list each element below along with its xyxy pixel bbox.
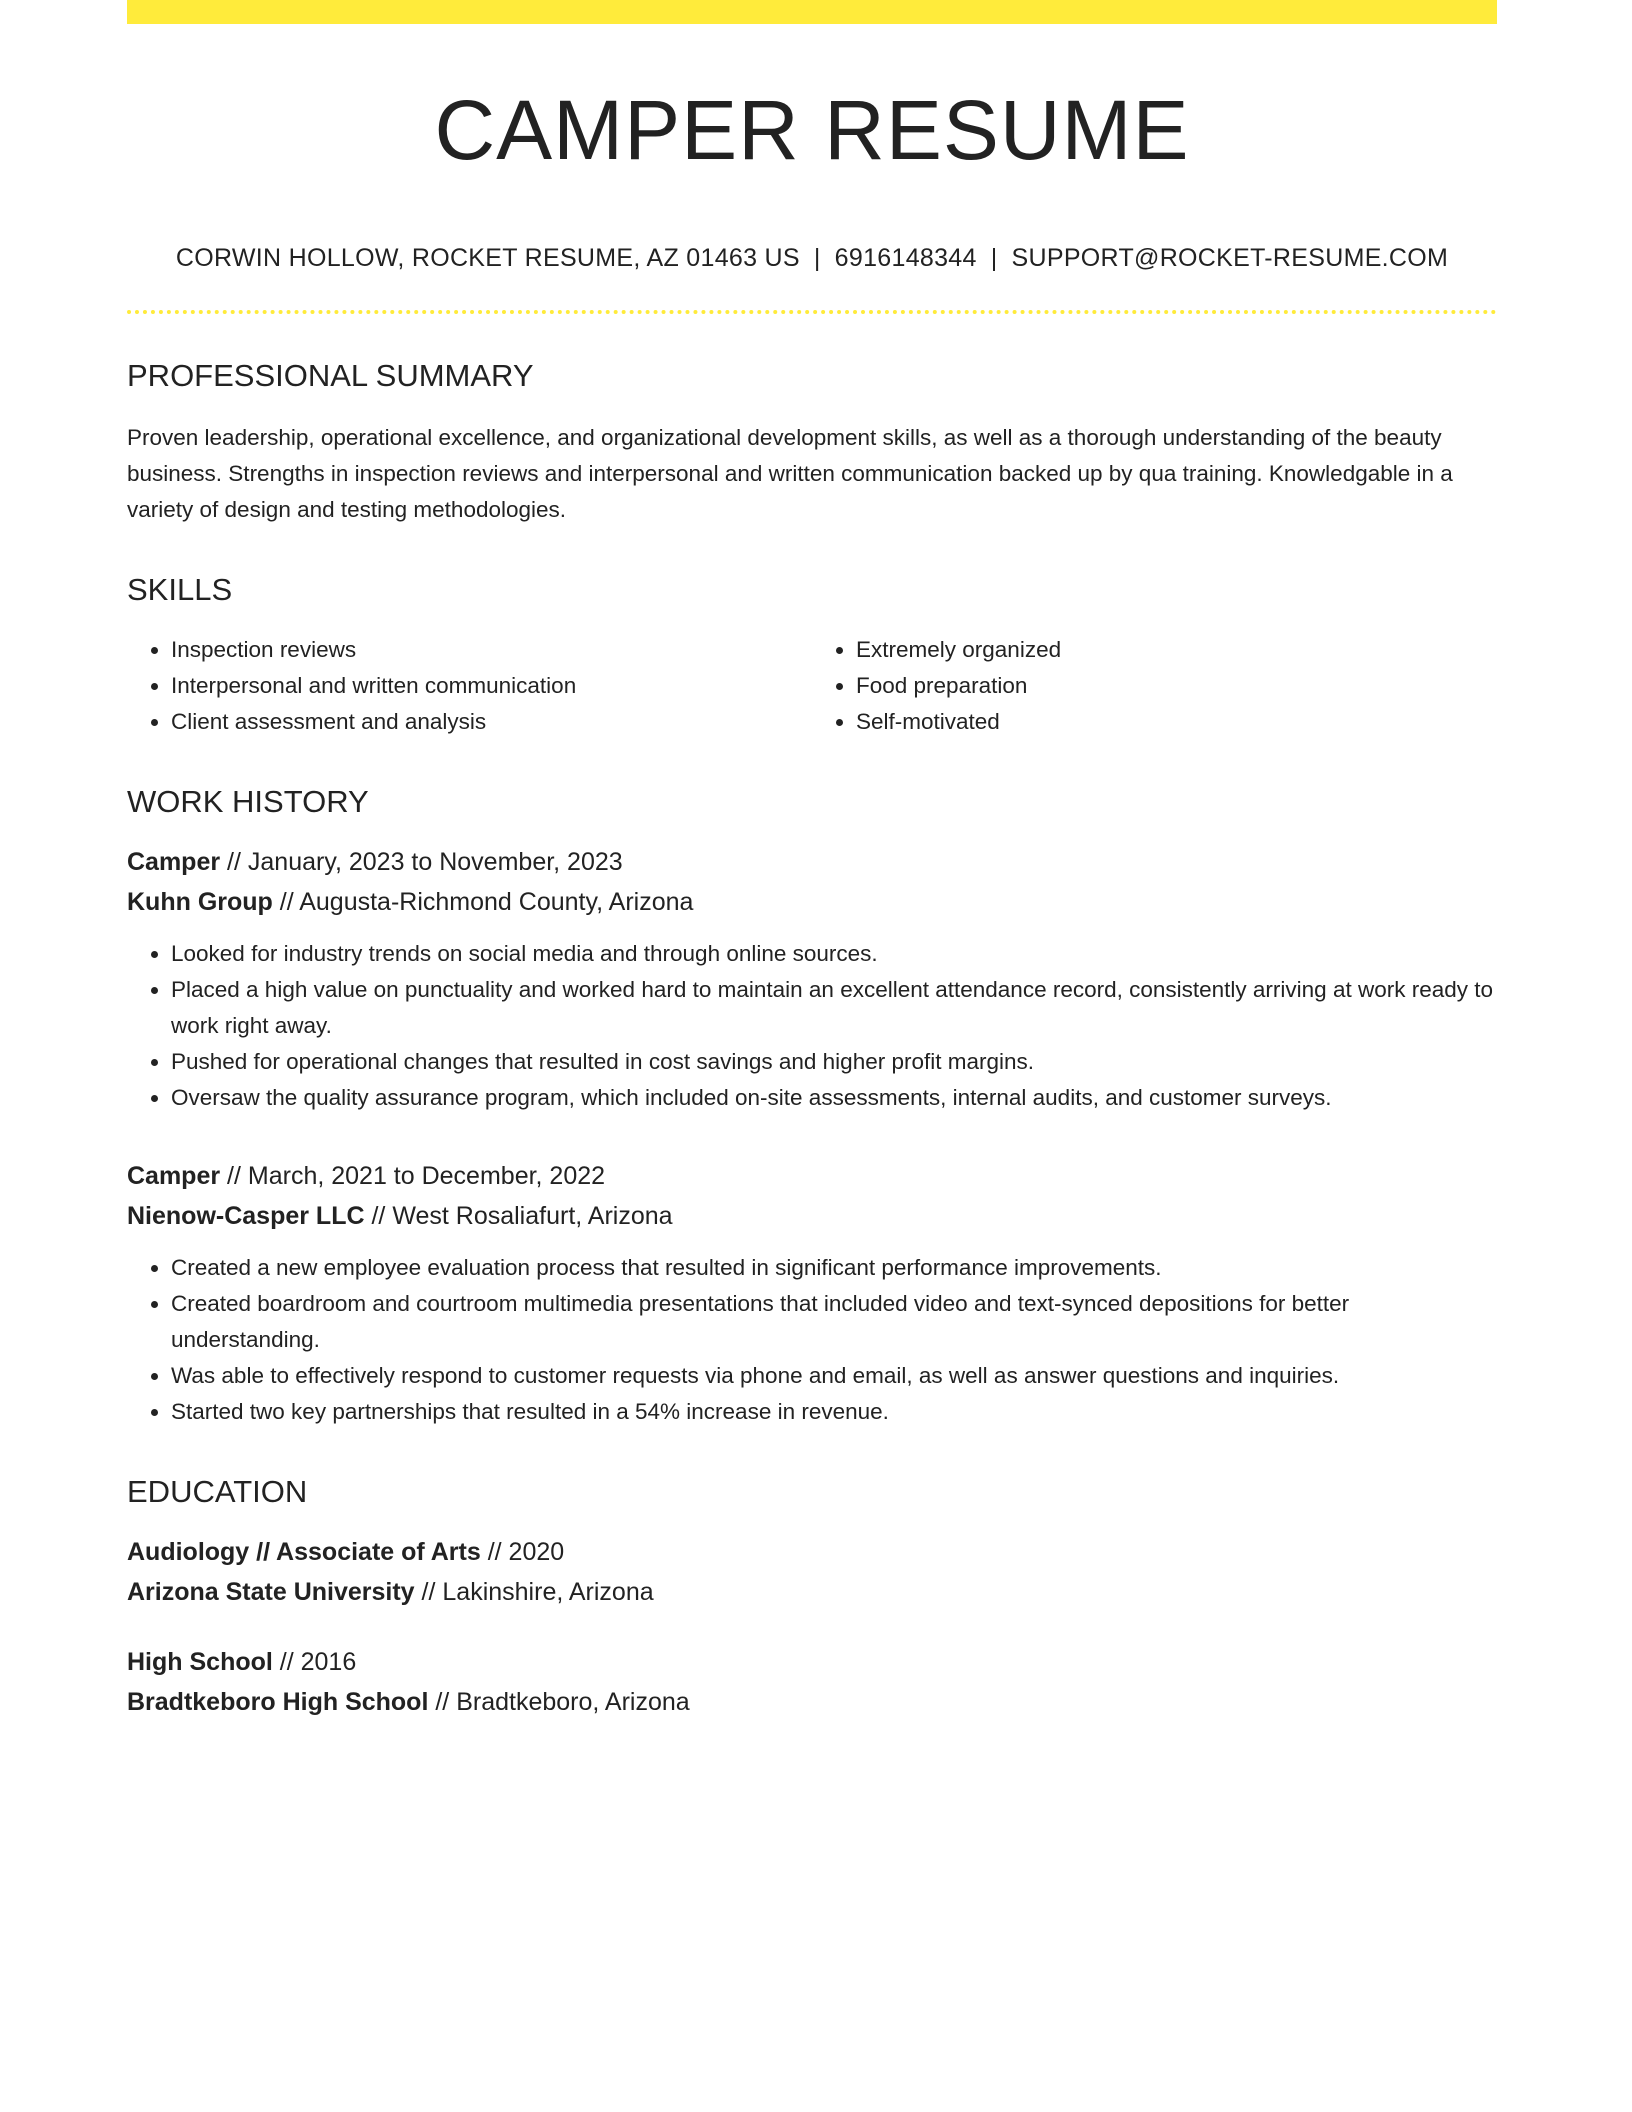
contact-phone: 6916148344 bbox=[834, 244, 977, 272]
header-divider bbox=[127, 310, 1497, 314]
education-entry bbox=[127, 1642, 1497, 1722]
job-separator: // bbox=[220, 1162, 248, 1190]
education-separator: // bbox=[414, 1578, 443, 1606]
skill-item: • Client assessment and analysis bbox=[171, 704, 812, 740]
education-separator: // bbox=[480, 1538, 509, 1566]
education-school: Arizona State University bbox=[127, 1578, 415, 1606]
contact-separator: | bbox=[990, 244, 998, 272]
job-entry bbox=[127, 842, 1497, 1116]
education-entry bbox=[127, 1532, 1497, 1612]
education-degree-line bbox=[127, 1642, 1497, 1682]
education-heading: EDUCATION bbox=[127, 1474, 308, 1509]
job-title-line bbox=[127, 1156, 1497, 1196]
job-separator: // bbox=[364, 1202, 393, 1230]
job-location: West Rosaliafurt, Arizona bbox=[392, 1202, 673, 1230]
job-bullet: • Was able to effectively respond to customer requests via phone and email, as well as answer questions and inquiries. bbox=[171, 1358, 1497, 1394]
job-dates: January, 2023 to November, 2023 bbox=[247, 848, 623, 876]
skills-heading: SKILLS bbox=[127, 572, 233, 607]
skill-item: • Inspection reviews bbox=[171, 632, 812, 668]
education-degree: High School bbox=[127, 1648, 273, 1676]
summary-heading: PROFESSIONAL SUMMARY bbox=[127, 358, 534, 393]
education-separator: // bbox=[272, 1648, 301, 1676]
job-company-line bbox=[127, 1196, 1497, 1236]
job-bullet: • Placed a high value on punctuality and worked hard to maintain an excellent attendance record, consistently arriving at work ready to work right away. bbox=[171, 972, 1497, 1044]
contact-address: CORWIN HOLLOW, ROCKET RESUME, AZ 01463 US bbox=[175, 244, 800, 272]
skill-item: • Extremely organized bbox=[856, 632, 1497, 668]
summary-text: Proven leadership, operational excellence, and organizational development skills, as well as a thorough understanding of the beauty business. Strengths in inspection reviews and interpersonal and written communication backed up by qua training. Knowledgable in a variety of design and testing methodologies. bbox=[127, 425, 1453, 522]
skills-column-left bbox=[127, 632, 812, 740]
job-company: Kuhn Group bbox=[127, 888, 273, 916]
education-year: 2016 bbox=[300, 1648, 357, 1676]
skill-item: • Self-motivated bbox=[856, 704, 1497, 740]
job-separator: // bbox=[220, 848, 248, 876]
education-school-line bbox=[127, 1572, 1497, 1612]
job-bullet: • Looked for industry trends on social media and through online sources. bbox=[171, 936, 1497, 972]
contact-separator: | bbox=[813, 244, 821, 272]
education-year: 2020 bbox=[508, 1538, 565, 1566]
education-separator: // bbox=[428, 1688, 457, 1716]
education-school: Bradtkeboro High School bbox=[127, 1688, 429, 1716]
top-accent-bar bbox=[127, 0, 1497, 24]
skills-column-right bbox=[812, 632, 1497, 740]
job-bullet: • Oversaw the quality assurance program, which included on-site assessments, internal audits, and customer surveys. bbox=[171, 1080, 1497, 1116]
job-location: Augusta-Richmond County, Arizona bbox=[299, 888, 694, 916]
skill-item: • Food preparation bbox=[856, 668, 1497, 704]
job-bullet: • Created boardroom and courtroom multimedia presentations that included video and text-synced depositions for better understanding. bbox=[171, 1286, 1497, 1358]
contact-line bbox=[127, 242, 1497, 274]
job-company: Nienow-Casper LLC bbox=[127, 1202, 365, 1230]
job-bullet: • Created a new employee evaluation process that resulted in significant performance improvements. bbox=[171, 1250, 1497, 1286]
job-title-line bbox=[127, 842, 1497, 882]
contact-email: SUPPORT@ROCKET-RESUME.COM bbox=[1011, 244, 1449, 272]
job-bullet: • Pushed for operational changes that resulted in cost savings and higher profit margins. bbox=[171, 1044, 1497, 1080]
job-bullets bbox=[127, 1250, 1497, 1430]
job-entry bbox=[127, 1156, 1497, 1430]
work-heading: WORK HISTORY bbox=[127, 784, 369, 819]
education-location: Bradtkeboro, Arizona bbox=[456, 1688, 690, 1716]
job-bullets bbox=[127, 936, 1497, 1116]
education-location: Lakinshire, Arizona bbox=[442, 1578, 654, 1606]
education-degree: Audiology // Associate of Arts bbox=[127, 1538, 481, 1566]
job-role: Camper bbox=[127, 848, 221, 876]
job-company-line bbox=[127, 882, 1497, 922]
education-school-line bbox=[127, 1682, 1497, 1722]
job-dates: March, 2021 to December, 2022 bbox=[247, 1162, 606, 1190]
job-bullet: • Started two key partnerships that resulted in a 54% increase in revenue. bbox=[171, 1394, 1497, 1430]
job-separator: // bbox=[272, 888, 300, 916]
resume-content bbox=[127, 80, 1497, 1722]
education-degree-line bbox=[127, 1532, 1497, 1572]
skills-list bbox=[127, 632, 1497, 740]
resume-name: CAMPER RESUME bbox=[434, 83, 1190, 177]
job-role: Camper bbox=[127, 1162, 221, 1190]
skill-item: • Interpersonal and written communication bbox=[171, 668, 812, 704]
